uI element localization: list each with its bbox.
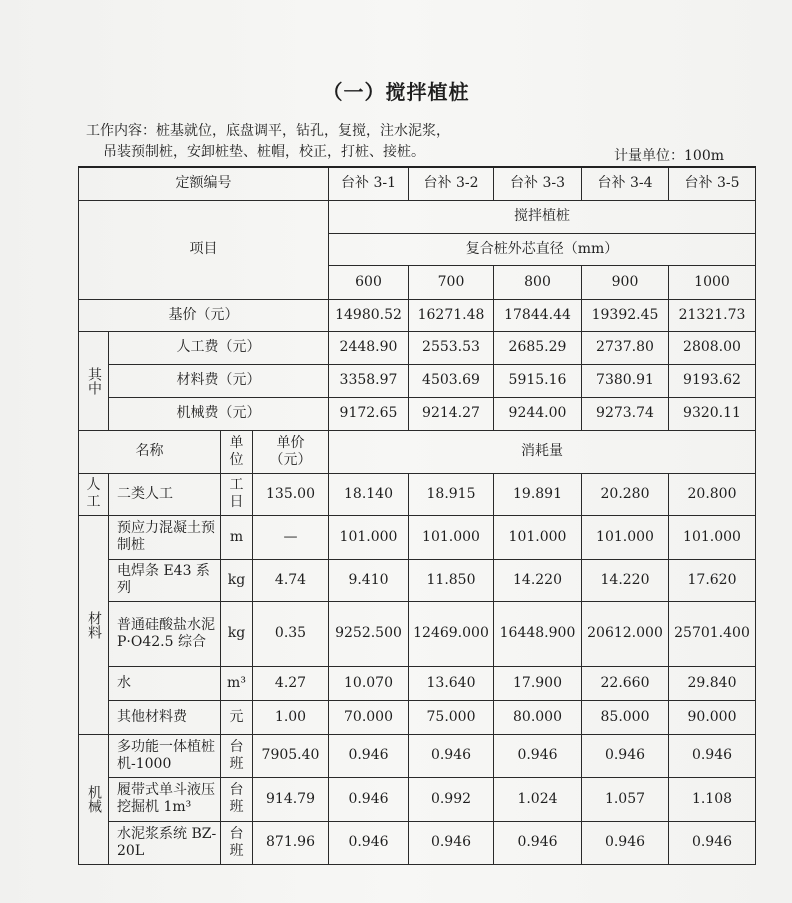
resource-unit: 台班	[221, 777, 253, 821]
consumption-cell: 101.000	[669, 515, 756, 559]
consumption-cell: 0.946	[582, 821, 669, 864]
work-content-line-1: 工作内容：桩基就位，底盘调平，钻孔，复搅，注水泥浆，	[86, 123, 450, 139]
consumption-cell: 85.000	[582, 700, 669, 734]
consumption-cell: 101.000	[409, 515, 494, 559]
cost-cell: 2448.90	[329, 331, 409, 364]
resource-price: 135.00	[253, 473, 329, 515]
consumption-cell: 11.850	[409, 559, 494, 601]
consumption-cell: 20.280	[582, 473, 669, 515]
cost-row	[79, 331, 756, 364]
cost-cell: 9320.11	[669, 397, 756, 430]
cost-cell: 2808.00	[669, 331, 756, 364]
consumption-cell: 16448.900	[494, 601, 582, 666]
consumption-cell: 101.000	[582, 515, 669, 559]
resource-name: 履带式单斗液压挖掘机 1m³	[109, 777, 221, 821]
resource-price: 871.96	[253, 821, 329, 864]
consumption-cell: 0.946	[582, 734, 669, 777]
base-price-row	[79, 299, 756, 331]
consumption-cell: 0.992	[409, 777, 494, 821]
consumption-cell: 20.800	[669, 473, 756, 515]
code-row	[79, 167, 756, 200]
consumption-cell: 13.640	[409, 666, 494, 700]
diameter-cell: 900	[582, 265, 669, 299]
resource-price: 914.79	[253, 777, 329, 821]
resource-name: 水	[109, 666, 221, 700]
resource-name: 其他材料费	[109, 700, 221, 734]
resource-unit: 台班	[221, 821, 253, 864]
header-unit: 单位	[221, 430, 253, 473]
code-cell: 台补 3-1	[329, 167, 409, 200]
consumption-header-row	[79, 430, 756, 473]
cost-cell: 2737.80	[582, 331, 669, 364]
cost-cell: 9244.00	[494, 397, 582, 430]
consumption-cell: 80.000	[494, 700, 582, 734]
consumption-cell: 101.000	[329, 515, 409, 559]
table-row	[79, 601, 756, 666]
code-cell: 台补 3-5	[669, 167, 756, 200]
consumption-cell: 9252.500	[329, 601, 409, 666]
header-price: 单价（元）	[253, 430, 329, 473]
consumption-cell: 0.946	[329, 734, 409, 777]
consumption-cell: 1.057	[582, 777, 669, 821]
consumption-cell: 12469.000	[409, 601, 494, 666]
base-price-cell: 21321.73	[669, 299, 756, 331]
consumption-cell: 10.070	[329, 666, 409, 700]
consumption-cell: 0.946	[409, 821, 494, 864]
base-price-cell: 19392.45	[582, 299, 669, 331]
table-row	[79, 473, 756, 515]
diameter-cell: 1000	[669, 265, 756, 299]
resource-name: 电焊条 E43 系列	[109, 559, 221, 601]
consumption-cell: 14.220	[582, 559, 669, 601]
code-label: 定额编号	[79, 167, 329, 200]
resource-unit: m	[221, 515, 253, 559]
resource-price: 0.35	[253, 601, 329, 666]
consumption-cell: 1.108	[669, 777, 756, 821]
item-label: 项目	[79, 200, 329, 299]
cost-cell: 3358.97	[329, 364, 409, 397]
quota-table	[78, 166, 756, 865]
base-price-cell: 16271.48	[409, 299, 494, 331]
resource-unit: kg	[221, 559, 253, 601]
cost-cell: 2553.53	[409, 331, 494, 364]
table-row	[79, 515, 756, 559]
cost-row-label: 人工费（元）	[109, 331, 329, 364]
cost-row-label: 机械费（元）	[109, 397, 329, 430]
resource-unit: kg	[221, 601, 253, 666]
consumption-cell: 20612.000	[582, 601, 669, 666]
consumption-cell: 19.891	[494, 473, 582, 515]
consumption-cell: 25701.400	[669, 601, 756, 666]
table-row	[79, 700, 756, 734]
qizhong-label: 其中	[79, 331, 109, 430]
consumption-cell: 9.410	[329, 559, 409, 601]
code-cell: 台补 3-4	[582, 167, 669, 200]
consumption-cell: 0.946	[669, 821, 756, 864]
consumption-cell: 1.024	[494, 777, 582, 821]
table-row	[79, 666, 756, 700]
resource-price: 1.00	[253, 700, 329, 734]
base-price-label: 基价（元）	[79, 299, 329, 331]
consumption-cell: 0.946	[329, 821, 409, 864]
resource-unit: 台班	[221, 734, 253, 777]
diameter-cell: 800	[494, 265, 582, 299]
resource-price: 4.74	[253, 559, 329, 601]
diameter-label: 复合桩外芯直径（mm）	[329, 233, 756, 265]
base-price-cell: 17844.44	[494, 299, 582, 331]
resource-unit: m³	[221, 666, 253, 700]
table-row	[79, 777, 756, 821]
resource-price: 7905.40	[253, 734, 329, 777]
category-label: 人工	[79, 473, 109, 515]
resource-name: 二类人工	[109, 473, 221, 515]
consumption-cell: 0.946	[494, 821, 582, 864]
cost-cell: 9172.65	[329, 397, 409, 430]
resource-name: 水泥浆系统 BZ-20L	[109, 821, 221, 864]
consumption-cell: 0.946	[409, 734, 494, 777]
table-row	[79, 821, 756, 864]
work-content-line-2: 吊装预制桩，安卸桩垫、桩帽，校正，打桩、接桩。	[103, 144, 425, 160]
header-consumption: 消耗量	[329, 430, 756, 473]
resource-unit: 工日	[221, 473, 253, 515]
consumption-cell: 17.620	[669, 559, 756, 601]
diameter-cell: 600	[329, 265, 409, 299]
project-name: 搅拌植桩	[329, 200, 756, 233]
code-cell: 台补 3-2	[409, 167, 494, 200]
cost-cell: 9273.74	[582, 397, 669, 430]
cost-row-label: 材料费（元）	[109, 364, 329, 397]
consumption-cell: 75.000	[409, 700, 494, 734]
resource-name: 多功能一体植桩机-1000	[109, 734, 221, 777]
consumption-cell: 22.660	[582, 666, 669, 700]
consumption-cell: 0.946	[329, 777, 409, 821]
resource-price: 4.27	[253, 666, 329, 700]
cost-cell: 5915.16	[494, 364, 582, 397]
consumption-cell: 29.840	[669, 666, 756, 700]
consumption-cell: 14.220	[494, 559, 582, 601]
resource-price: —	[253, 515, 329, 559]
consumption-cell: 17.900	[494, 666, 582, 700]
page-title: （一）搅拌植桩	[322, 80, 470, 104]
resource-unit: 元	[221, 700, 253, 734]
consumption-cell: 18.140	[329, 473, 409, 515]
diameter-cell: 700	[409, 265, 494, 299]
category-label: 材料	[79, 515, 109, 734]
table-row	[79, 559, 756, 601]
consumption-cell: 70.000	[329, 700, 409, 734]
measurement-unit: 计量单位：100m	[614, 148, 724, 164]
category-label: 机械	[79, 734, 109, 864]
header-name: 名称	[79, 430, 221, 473]
consumption-cell: 101.000	[494, 515, 582, 559]
consumption-cell: 0.946	[669, 734, 756, 777]
consumption-cell: 90.000	[669, 700, 756, 734]
resource-name: 预应力混凝土预制桩	[109, 515, 221, 559]
consumption-cell: 18.915	[409, 473, 494, 515]
cost-row	[79, 397, 756, 430]
code-cell: 台补 3-3	[494, 167, 582, 200]
consumption-cell: 0.946	[494, 734, 582, 777]
cost-cell: 9193.62	[669, 364, 756, 397]
table-row	[79, 734, 756, 777]
cost-cell: 9214.27	[409, 397, 494, 430]
cost-cell: 7380.91	[582, 364, 669, 397]
cost-cell: 2685.29	[494, 331, 582, 364]
cost-cell: 4503.69	[409, 364, 494, 397]
resource-name: 普通硅酸盐水泥 P·O42.5 综合	[109, 601, 221, 666]
base-price-cell: 14980.52	[329, 299, 409, 331]
cost-row	[79, 364, 756, 397]
